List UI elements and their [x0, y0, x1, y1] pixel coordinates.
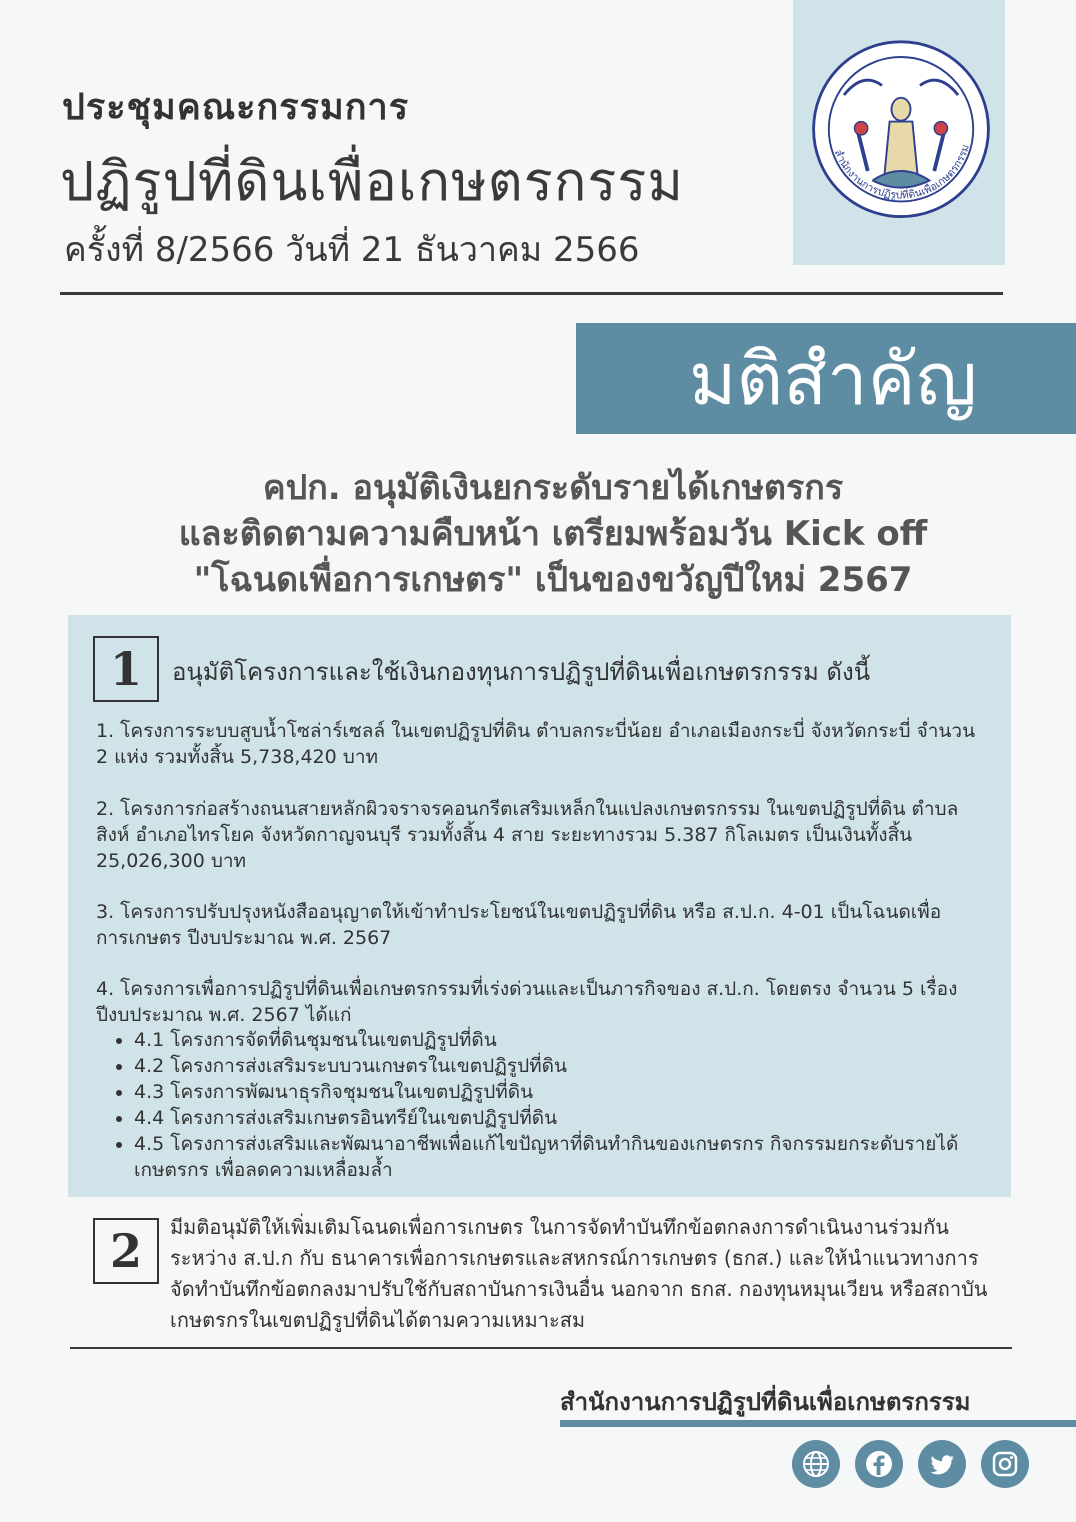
subitem: • 4.5 โครงการส่งเสริมและพัฒนาอาชีพเพื่อแก้ไขปัญหาที่ดินทำกินของเกษตรกร กิจกรรมยกระดับรายได้เกษตรกร เพื่อลดความเหลื่อมล้ำ — [134, 1131, 1014, 1183]
footer-org-name: สำนักงานการปฏิรูปที่ดินเพื่อเกษตรกรรม — [560, 1388, 971, 1416]
section1-item-1: 1. โครงการระบบสูบน้ำโซล่าร์เซลล์ ในเขตปฏิรูปที่ดิน ตำบลกระบี่น้อย อำเภอเมืองกระบี่ จังหวัดกระบี่ จำนวน 2 แห่ง รวมทั้งสิ้น 5,738,420 บาท — [96, 720, 976, 768]
subitem: • 4.2 โครงการส่งเสริมระบบวนเกษตรในเขตปฏิรูปที่ดิน — [134, 1053, 1014, 1079]
section1-subitem-list — [110, 1027, 1014, 1183]
twitter-icon[interactable] — [918, 1440, 966, 1488]
section2-number: 2 — [93, 1218, 159, 1284]
facebook-icon[interactable] — [855, 1440, 903, 1488]
subitem: • 4.3 โครงการพัฒนาธุรกิจชุมชนในเขตปฏิรูปที่ดิน — [134, 1079, 1014, 1105]
headline-line2: และติดตามความคืบหน้า เตรียมพร้อมวัน Kick off — [178, 514, 928, 554]
section1-title: อนุมัติโครงการและใช้เงินกองทุนการปฏิรูปที่ดินเพื่อเกษตรกรรม ดังนี้ — [172, 658, 871, 686]
section2-text: มีมติอนุมัติให้เพิ่มเติมโฉนดเพื่อการเกษตร ในการจัดทำบันทึกข้อตกลงการดำเนินงานร่วมกันระหว่าง ส.ป.ก กับ ธนาคารเพื่อการเกษตรและสหกรณ์การเกษตร (ธกส.) และให้นำแนวทางการจัดทำบันทึกข้อตกลงมาปรับใช้กับสถาบันการเงินอื่น นอกจาก ธกส. กองทุนหมุนเวียน หรือสถาบันเกษตรกรในเขตปฏิรูปที่ดินได้ตามความเหมาะสม — [170, 1215, 988, 1332]
headline-line3: "โฉนดเพื่อการเกษตร" เป็นของขวัญปีใหม่ 2567 — [193, 560, 913, 600]
header-divider — [60, 292, 1003, 295]
section1-item-3: 3. โครงการปรับปรุงหนังสืออนุญาตให้เข้าทำประโยชน์ในเขตปฏิรูปที่ดิน หรือ ส.ป.ก. 4-01 เป็นโฉนดเพื่อการเกษตร ปีงบประมาณ พ.ศ. 2567 — [96, 901, 942, 949]
subitem: • 4.4 โครงการส่งเสริมเกษตรอินทรีย์ในเขตปฏิรูปที่ดิน — [134, 1105, 1014, 1131]
meeting-title-line2: ปฏิรูปที่ดินเพื่อเกษตรกรรม — [60, 150, 684, 213]
alro-emblem-icon — [806, 38, 996, 228]
key-resolutions-banner: มติสำคัญ — [576, 323, 1076, 434]
footer-accent-bar — [560, 1420, 1076, 1427]
headline-line1: คปก. อนุมัติเงินยกระดับรายได้เกษตรกร — [262, 468, 844, 508]
globe-icon[interactable] — [792, 1440, 840, 1488]
section1-item-2: 2. โครงการก่อสร้างถนนสายหลักผิวจราจรคอนกรีตเสริมเหล็กในแปลงเกษตรกรรม ในเขตปฏิรูปที่ดิน ตำบลสิงห์ อำเภอไทรโยค จังหวัดกาญจนบุรี รวมทั้งสิ้น 4 สาย ระยะทางรวม 5.387 กิโลเมตร เป็นเงินทั้งสิ้น 25,026,300 บาท — [96, 798, 959, 872]
section1-item-4: 4. โครงการเพื่อการปฏิรูปที่ดินเพื่อเกษตรกรรมที่เร่งด่วนและเป็นภารกิจของ ส.ป.ก. โดยตรง จำนวน 5 เรื่อง ปีงบประมาณ พ.ศ. 2567 ได้แก่ — [96, 978, 958, 1026]
instagram-icon[interactable] — [981, 1440, 1029, 1488]
meeting-title-line1: ประชุมคณะกรรมการ — [62, 87, 410, 128]
subitem: • 4.1 โครงการจัดที่ดินชุมชนในเขตปฏิรูปที่ดิน — [134, 1027, 1014, 1053]
footer-divider — [70, 1347, 1012, 1349]
section1-number: 1 — [93, 636, 159, 702]
meeting-date: ครั้งที่ 8/2566 วันที่ 21 ธันวาคม 2566 — [64, 230, 640, 270]
logo-ring-text: สำนักงานการปฏิรูปที่ดินเพื่อเกษตรกรรม — [831, 143, 972, 202]
